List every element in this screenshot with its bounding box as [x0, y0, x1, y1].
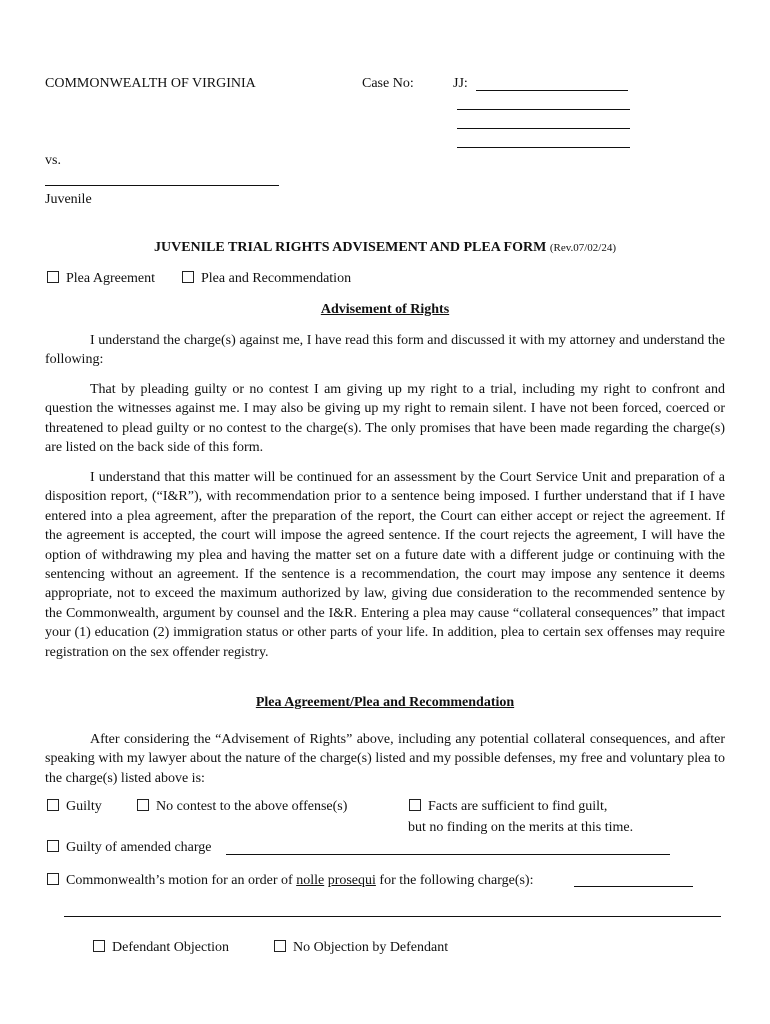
- jj-number-field[interactable]: [476, 90, 628, 91]
- advisement-p3-text: I understand that this matter will be continued for an assessment by the Court Service Unit and preparation of a disposition report, (“I&R”), with recommendation prior to a sentence being imposed. I further understand that if I have entered into a plea agreement, after the preparation of the report, the Court can either accept or reject the agreement. If the agreement is accepted, the court will impose the agreed sentence. If the court rejects the agreement, I will have the option of withdrawing my plea and having the matter set on a future date with a different judge or continuing with the sentencing without an agreement. If the sentence is a recommendation, the court may impose any sentence it deems appropriate, not to exceed the maximum authorized by law, giving due consideration to the recommended sentence by the Commonwealth, argument by counsel and the I&R. Entering a plea may cause “collateral consequences” that impact your (1) education (2) immigration status or other parts of your life. In addition, plea to certain sex offenses may require registration on the sex offender registry.: [45, 470, 725, 660]
- no-contest-checkbox[interactable]: [137, 799, 149, 811]
- defendant-objection-checkbox[interactable]: [93, 940, 105, 952]
- juvenile-name-field[interactable]: [45, 185, 279, 186]
- no-contest-label: No contest to the above offense(s): [156, 799, 348, 814]
- form-revision: (Rev.07/02/24): [549, 242, 617, 254]
- versus-label: vs.: [45, 153, 61, 168]
- jj-label: JJ:: [453, 76, 468, 91]
- plea-paragraph: [45, 730, 725, 788]
- plea-recommendation-label: Plea and Recommendation: [201, 271, 352, 286]
- nolle-prefix-text: Commonwealth’s motion for an order of: [66, 873, 293, 888]
- no-objection-checkbox[interactable]: [274, 940, 286, 952]
- plea-recommendation-option[interactable]: [182, 271, 351, 287]
- amended-charge-label: Guilty of amended charge: [66, 840, 212, 855]
- advisement-paragraph-2: [45, 380, 725, 458]
- facts-sufficient-label-1: Facts are sufficient to find guilt,: [428, 799, 608, 814]
- plea-heading: Plea Agreement/Plea and Recommendation: [255, 695, 515, 710]
- no-objection-label: No Objection by Defendant: [293, 940, 449, 955]
- case-no-label: Case No:: [362, 76, 414, 91]
- form-title-main: JUVENILE TRIAL RIGHTS ADVISEMENT AND PLEA FORM: [153, 240, 547, 255]
- advisement-paragraph-1: [45, 331, 725, 370]
- plea-p1-text: After considering the “Advisement of Rights” above, including any potential collateral consequences, and after speaking with my lawyer about the nature of the charge(s) listed and my possible defenses, my free and voluntary plea to the charge(s) listed above is:: [45, 732, 725, 786]
- facts-sufficient-option[interactable]: [409, 799, 607, 815]
- case-number-field-3[interactable]: [457, 128, 630, 129]
- guilty-option[interactable]: [47, 799, 102, 815]
- prosequi-word: prosequi: [327, 873, 376, 888]
- defendant-objection-option[interactable]: [93, 940, 229, 956]
- nolle-prosequi-checkbox[interactable]: [47, 873, 59, 885]
- form-title: [0, 240, 770, 256]
- guilty-checkbox[interactable]: [47, 799, 59, 811]
- case-number-field-4[interactable]: [457, 147, 630, 148]
- plea-agreement-checkbox[interactable]: [47, 271, 59, 283]
- nolle-word: nolle: [296, 873, 325, 888]
- advisement-paragraph-3: [45, 468, 725, 662]
- plea-recommendation-checkbox[interactable]: [182, 271, 194, 283]
- no-objection-option[interactable]: [274, 940, 448, 956]
- case-number-field-2[interactable]: [457, 109, 630, 110]
- facts-sufficient-label-2: but no finding on the merits at this time.: [408, 820, 634, 835]
- amended-charge-field[interactable]: [226, 854, 670, 855]
- nolle-prosequi-option[interactable]: [47, 873, 534, 889]
- no-contest-option[interactable]: [137, 799, 347, 815]
- commonwealth-heading: COMMONWEALTH OF VIRGINIA: [45, 76, 256, 91]
- defendant-objection-label: Defendant Objection: [112, 940, 230, 955]
- facts-sufficient-checkbox[interactable]: [409, 799, 421, 811]
- advisement-p2-text: That by pleading guilty or no contest I am giving up my right to a trial, including my right to confront and question the witnesses against me. I may also be giving up my right to remain silent. I have not been forced, coerced or threatened to plead guilty or no contest to the charge(s). The only promises that have been made regarding the charge(s) are listed on the back side of this form.: [45, 382, 725, 456]
- amended-charge-checkbox[interactable]: [47, 840, 59, 852]
- amended-charge-option[interactable]: [47, 840, 212, 856]
- plea-agreement-option[interactable]: [47, 271, 155, 287]
- guilty-label: Guilty: [66, 799, 102, 814]
- plea-agreement-label: Plea Agreement: [66, 271, 156, 286]
- juvenile-label: Juvenile: [45, 192, 92, 207]
- nolle-charges-field[interactable]: [574, 886, 693, 887]
- advisement-p1-text: I understand the charge(s) against me, I have read this form and discussed it with my attorney and understand the following:: [45, 333, 725, 368]
- advisement-heading: Advisement of Rights: [320, 302, 450, 317]
- nolle-charges-field-2[interactable]: [64, 916, 721, 917]
- nolle-suffix-text: for the following charge(s):: [379, 873, 534, 888]
